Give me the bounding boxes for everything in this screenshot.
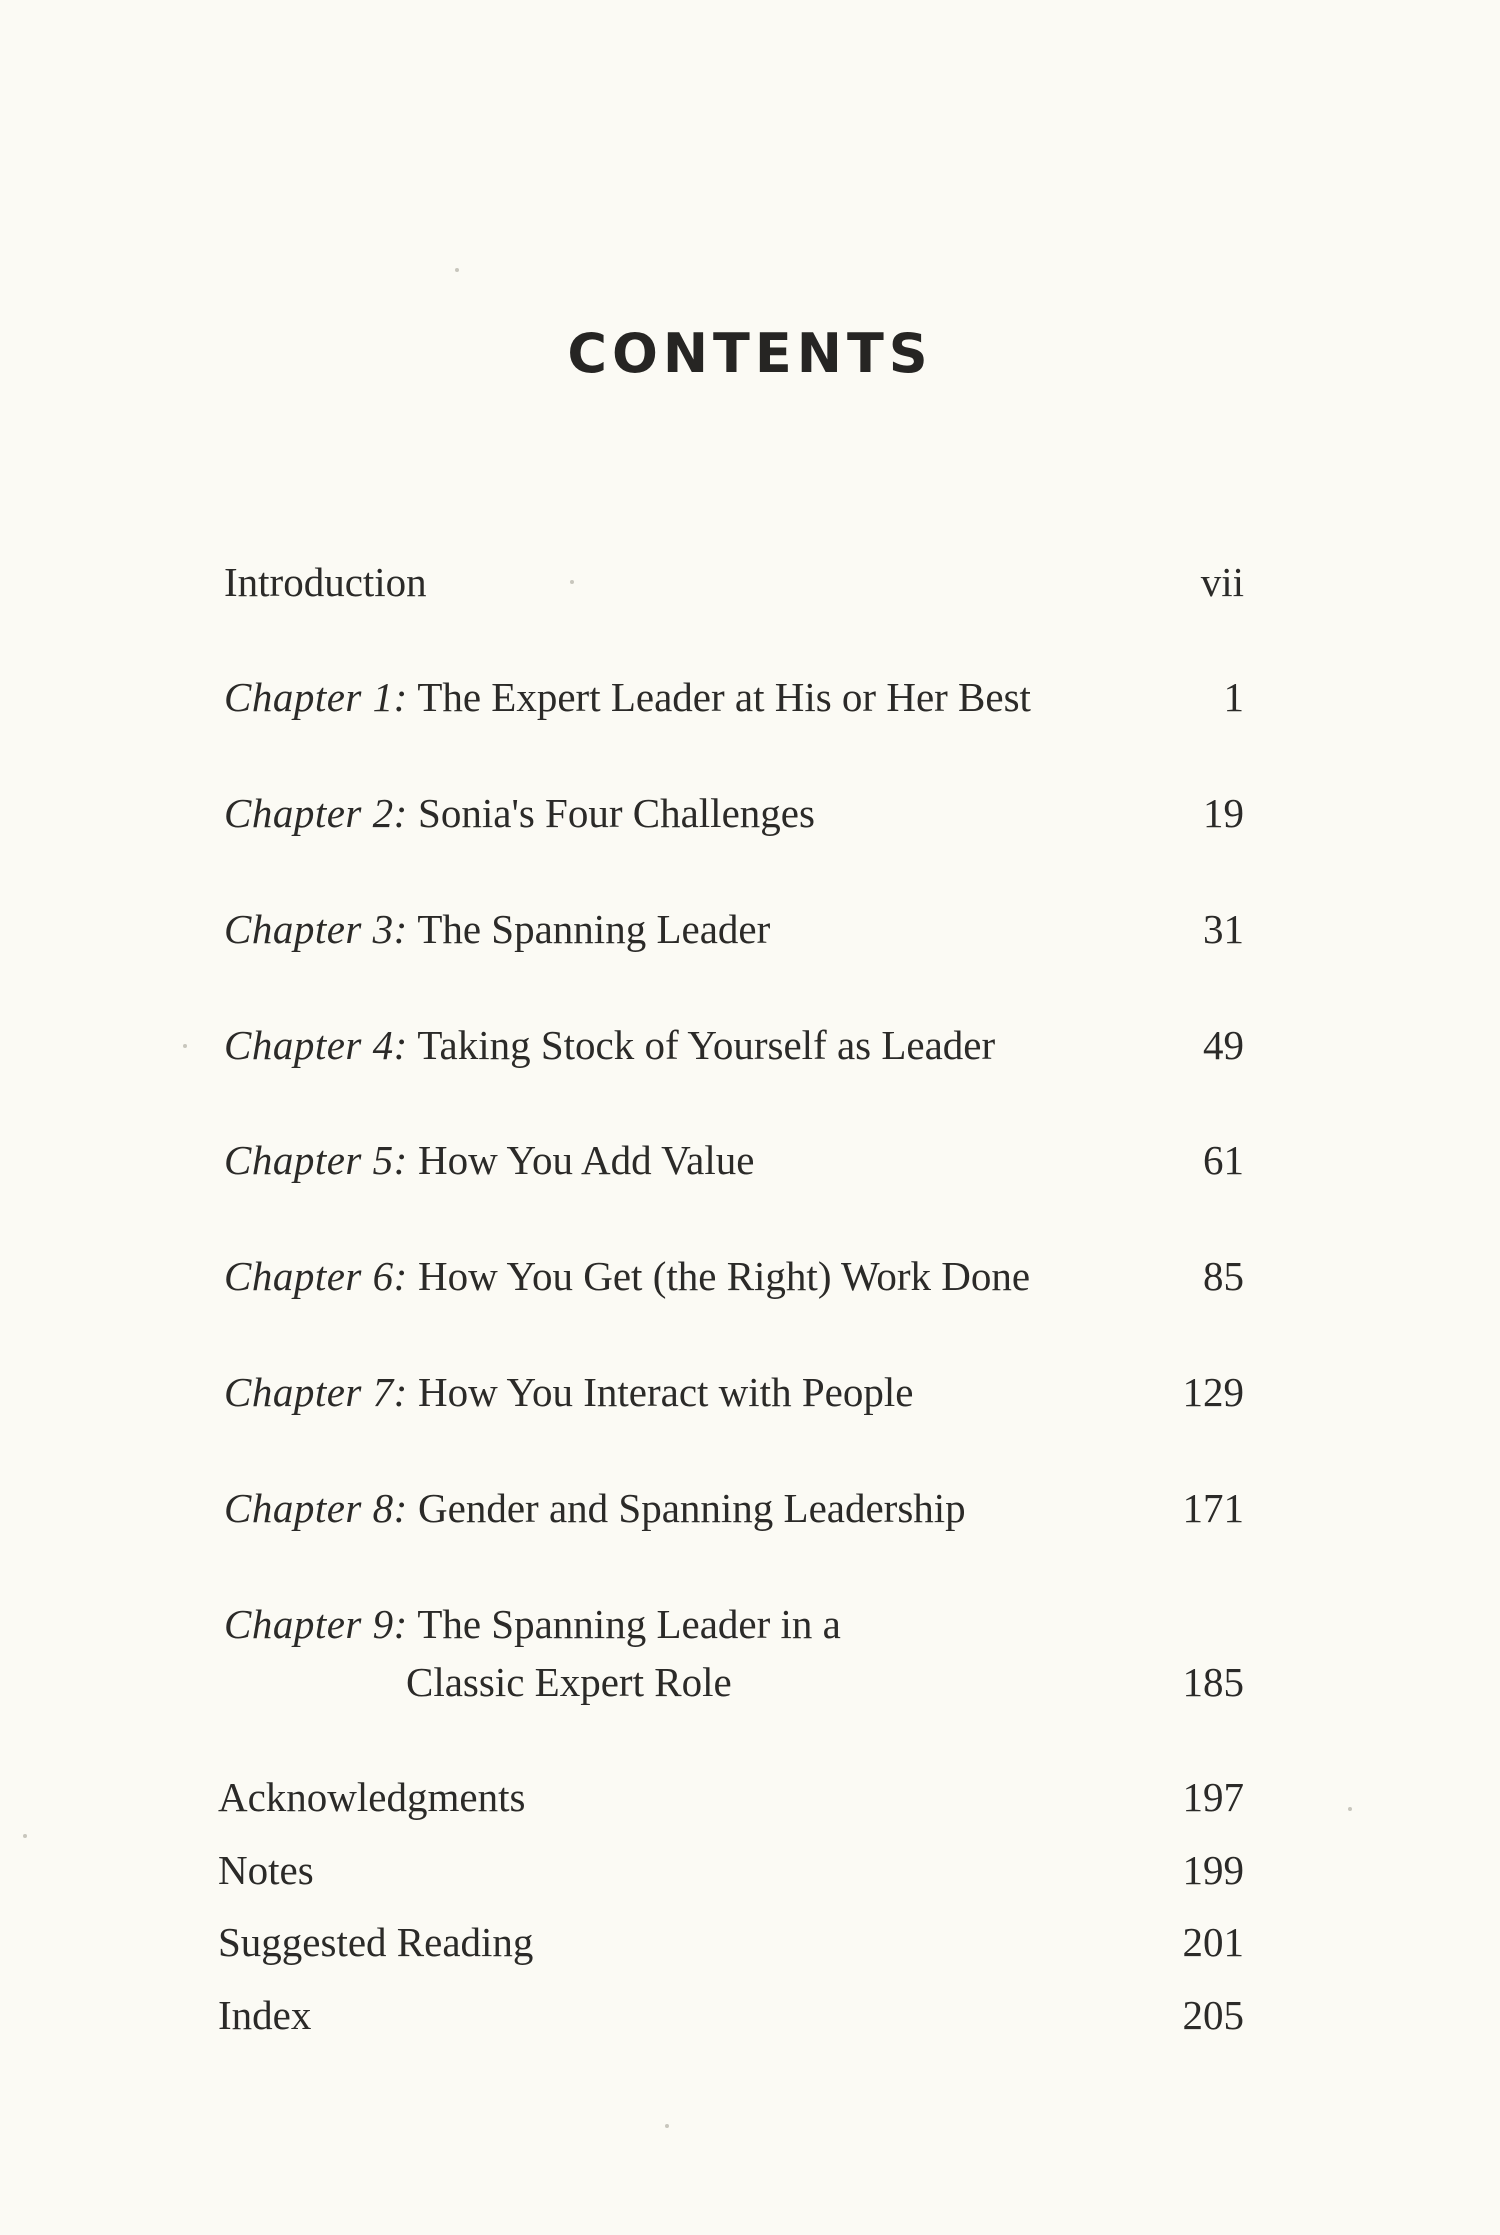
toc-entry-title: The Spanning Leader	[417, 906, 771, 952]
toc-entry-title-continued: Classic Expert Role	[406, 1659, 732, 1705]
toc-entry-title: Notes	[218, 1847, 314, 1893]
toc-entry-chapter-1[interactable]	[224, 668, 1244, 726]
scan-speck	[1348, 1807, 1352, 1811]
scan-speck	[455, 268, 459, 272]
chapter-label: Chapter 4:	[224, 1022, 408, 1068]
toc-entry-page: 199	[1182, 1847, 1244, 1893]
toc-entry-chapter-4[interactable]	[224, 1016, 1244, 1074]
scan-speck	[23, 1834, 27, 1838]
scan-speck	[183, 1044, 187, 1048]
chapter-label: Chapter 6:	[224, 1253, 408, 1299]
toc-entry-suggested-reading[interactable]	[218, 1913, 1244, 1971]
toc-entry-page: 1	[1223, 674, 1244, 720]
toc-entry-title: Index	[218, 1992, 312, 2038]
chapter-label: Chapter 2:	[224, 790, 408, 836]
toc-entry-title: Suggested Reading	[218, 1919, 534, 1965]
chapter-label: Chapter 7:	[224, 1369, 408, 1415]
toc-entry-index[interactable]	[218, 1986, 1244, 2044]
chapter-label: Chapter 5:	[224, 1137, 408, 1183]
chapter-label: Chapter 3:	[224, 906, 408, 952]
scan-speck	[665, 2124, 669, 2128]
toc-entry-title: How You Add Value	[418, 1137, 755, 1183]
toc-entry-title: Sonia's Four Challenges	[418, 790, 815, 836]
toc-entry-page: vii	[1200, 559, 1244, 605]
toc-entry-page: 205	[1182, 1992, 1244, 2038]
toc-entry-page: 129	[1182, 1369, 1244, 1415]
toc-entry-chapter-8[interactable]	[224, 1479, 1244, 1537]
chapter-label: Chapter 9:	[224, 1601, 408, 1647]
toc-entry-page: 31	[1203, 906, 1244, 952]
toc-entry-acknowledgments[interactable]	[218, 1768, 1244, 1826]
toc-entry-chapter-5[interactable]	[224, 1131, 1244, 1189]
toc-entry-title: The Spanning Leader in a	[417, 1601, 841, 1647]
toc-entry-page: 49	[1203, 1022, 1244, 1068]
toc-entry-notes[interactable]	[218, 1841, 1244, 1899]
scan-speck	[570, 580, 574, 584]
toc-entry-chapter-3[interactable]	[224, 900, 1244, 958]
toc-entry-page: 201	[1182, 1919, 1244, 1965]
chapter-label: Chapter 1:	[224, 674, 408, 720]
toc-entry-chapter-6[interactable]	[224, 1247, 1244, 1305]
toc-entry-title: Introduction	[224, 559, 427, 605]
toc-entry-introduction[interactable]	[224, 553, 1244, 611]
toc-entry-title: The Expert Leader at His or Her Best	[417, 674, 1031, 720]
toc-entry-title: Acknowledgments	[218, 1774, 526, 1820]
toc-entry-page: 61	[1203, 1137, 1244, 1183]
toc-entry-chapter-7[interactable]	[224, 1363, 1244, 1421]
toc-entry-page: 197	[1182, 1774, 1244, 1820]
toc-entry-title: How You Interact with People	[418, 1369, 914, 1415]
toc-entry-page: 19	[1203, 790, 1244, 836]
toc-entry-title: Taking Stock of Yourself as Leader	[417, 1022, 996, 1068]
toc-entry-page: 185	[1182, 1659, 1244, 1705]
chapter-label: Chapter 8:	[224, 1485, 408, 1531]
toc-entry-page: 171	[1182, 1485, 1244, 1531]
toc-entry-chapter-9[interactable]	[224, 1595, 1244, 1711]
toc-entry-chapter-2[interactable]	[224, 784, 1244, 842]
toc-entry-title: Gender and Spanning Leadership	[418, 1485, 966, 1531]
page-title: CONTENTS	[567, 322, 933, 385]
toc-entry-title: How You Get (the Right) Work Done	[418, 1253, 1031, 1299]
toc-entry-page: 85	[1203, 1253, 1244, 1299]
